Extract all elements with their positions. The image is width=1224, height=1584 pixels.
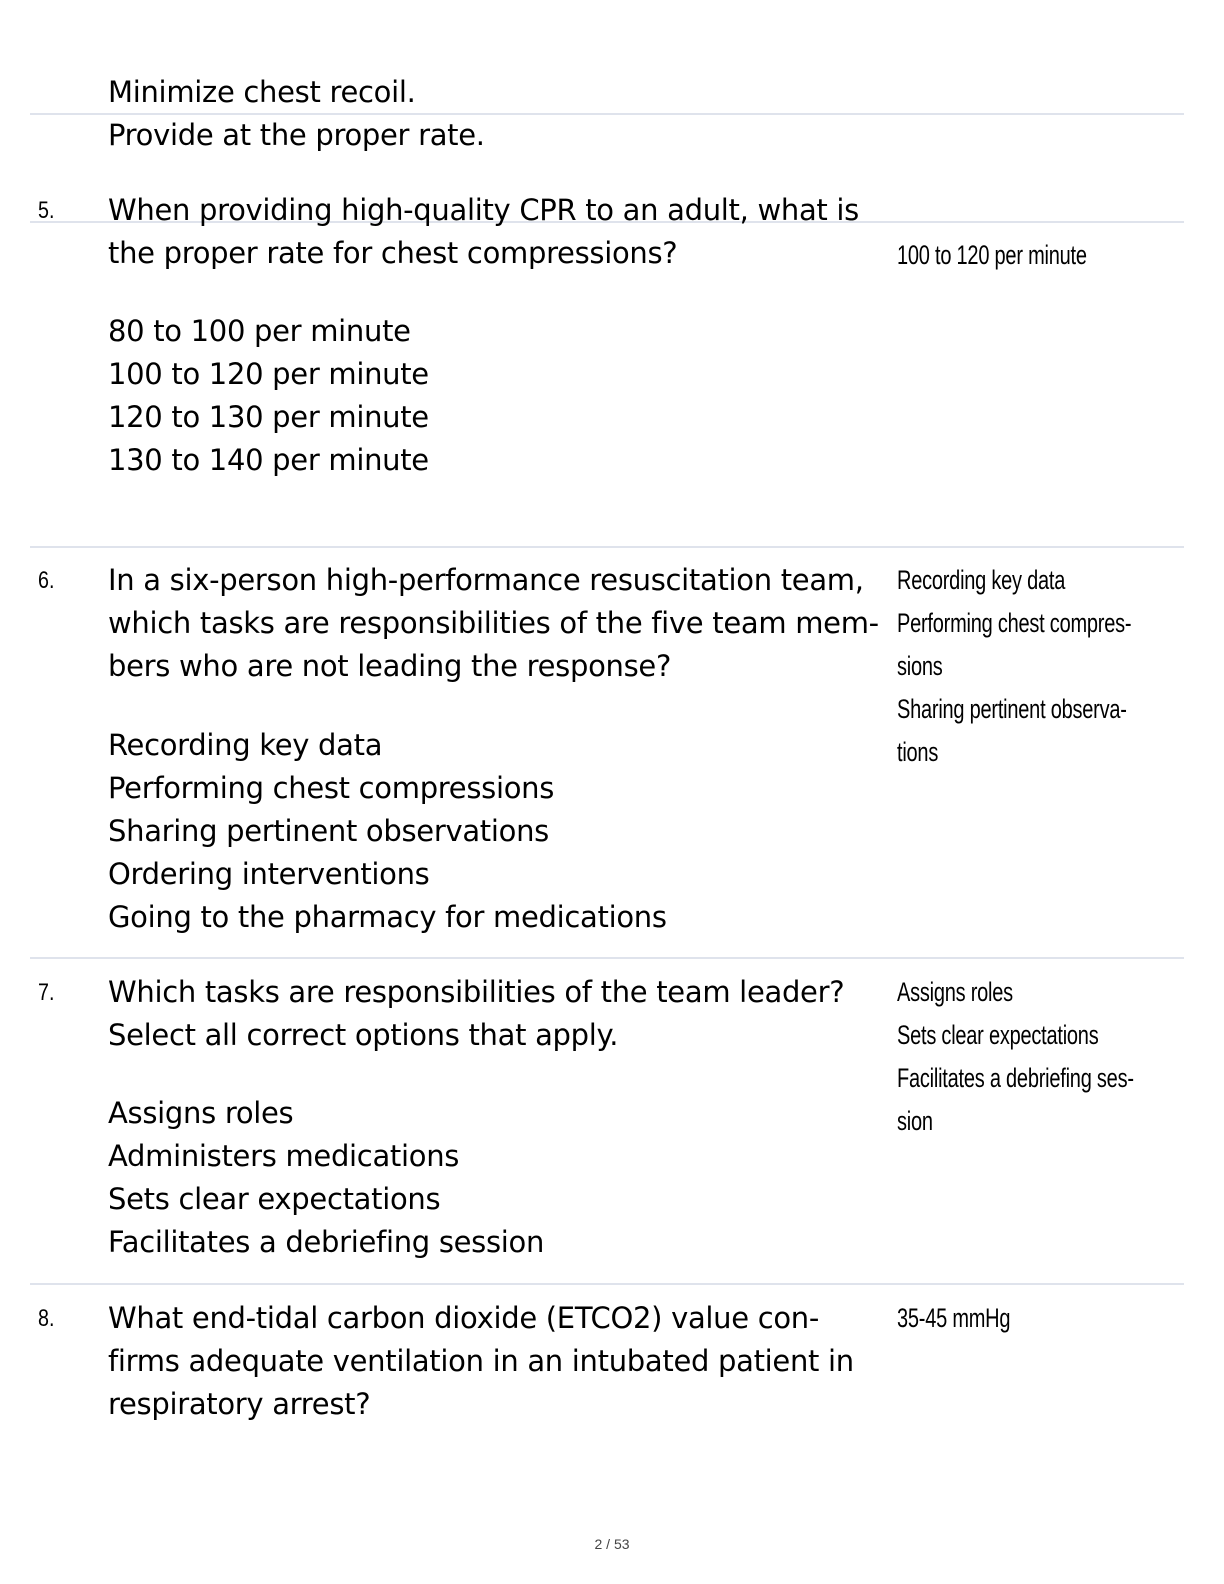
question-number: 6. (38, 567, 55, 594)
options-5 (108, 310, 429, 482)
option: Recording key data (108, 728, 383, 762)
answer-line: tions (897, 737, 939, 767)
divider (30, 113, 1184, 115)
answer-line: sion (897, 1106, 933, 1136)
options-6 (108, 724, 667, 939)
answer-line: sions (897, 651, 943, 681)
answer-5 (897, 234, 1141, 277)
answer-6 (897, 559, 1141, 774)
answer-line: Assigns roles (897, 977, 1013, 1007)
option: Going to the pharmacy for medications (108, 900, 667, 934)
option: Sets clear expectations (108, 1182, 441, 1216)
question-text-line: the proper rate for chest compressions? (108, 236, 678, 270)
answer-line: 35-45 mmHg (897, 1303, 1011, 1333)
answer-7 (897, 971, 1141, 1143)
question-number: 7. (38, 979, 55, 1006)
answer-line: Performing chest compres- (897, 608, 1132, 638)
question-8 (108, 1297, 854, 1426)
question-text-line: Select all correct options that apply. (108, 1018, 619, 1052)
question-5 (108, 189, 859, 275)
option: 120 to 130 per minute (108, 400, 429, 434)
option: 100 to 120 per minute (108, 357, 429, 391)
option: Performing chest compressions (108, 771, 555, 805)
question-text-line: firms adequate ventilation in an intubated patient in (108, 1344, 854, 1378)
option: Facilitates a debriefing session (108, 1225, 545, 1259)
option: Minimize chest recoil. (108, 75, 416, 109)
question-number: 8. (38, 1305, 55, 1332)
question-text-line: Which tasks are responsibilities of the team leader? (108, 975, 845, 1009)
option: Administers medications (108, 1139, 460, 1173)
page-number: 2 / 53 (594, 1536, 630, 1552)
option: Assigns roles (108, 1096, 294, 1130)
option: 80 to 100 per minute (108, 314, 411, 348)
option: Provide at the proper rate. (108, 118, 485, 152)
divider (30, 1283, 1184, 1285)
divider (30, 957, 1184, 959)
answer-line: Sharing pertinent observa- (897, 694, 1127, 724)
options-7 (108, 1092, 544, 1264)
answer-8 (897, 1297, 1141, 1340)
question-7 (108, 971, 844, 1057)
answer-line: 100 to 120 per minute (897, 240, 1087, 270)
question-text-line: What end-tidal carbon dioxide (ETCO2) value con- (108, 1301, 820, 1335)
question-text-line: respiratory arrest? (108, 1387, 371, 1421)
question-number: 5. (38, 197, 55, 224)
divider (30, 546, 1184, 548)
option: Sharing pertinent observations (108, 814, 549, 848)
question-text-line: which tasks are responsibilities of the five team mem- (108, 606, 879, 640)
option: 130 to 140 per minute (108, 443, 429, 477)
question-text-line: In a six-person high-performance resuscitation team, (108, 563, 864, 597)
question-6 (108, 559, 879, 688)
question-text-line: bers who are not leading the response? (108, 649, 672, 683)
question-text-line: When providing high-quality CPR to an adult, what is (108, 193, 859, 227)
answer-line: Sets clear expectations (897, 1020, 1099, 1050)
answer-line: Facilitates a debriefing ses- (897, 1063, 1134, 1093)
option: Ordering interventions (108, 857, 430, 891)
answer-line: Recording key data (897, 565, 1066, 595)
